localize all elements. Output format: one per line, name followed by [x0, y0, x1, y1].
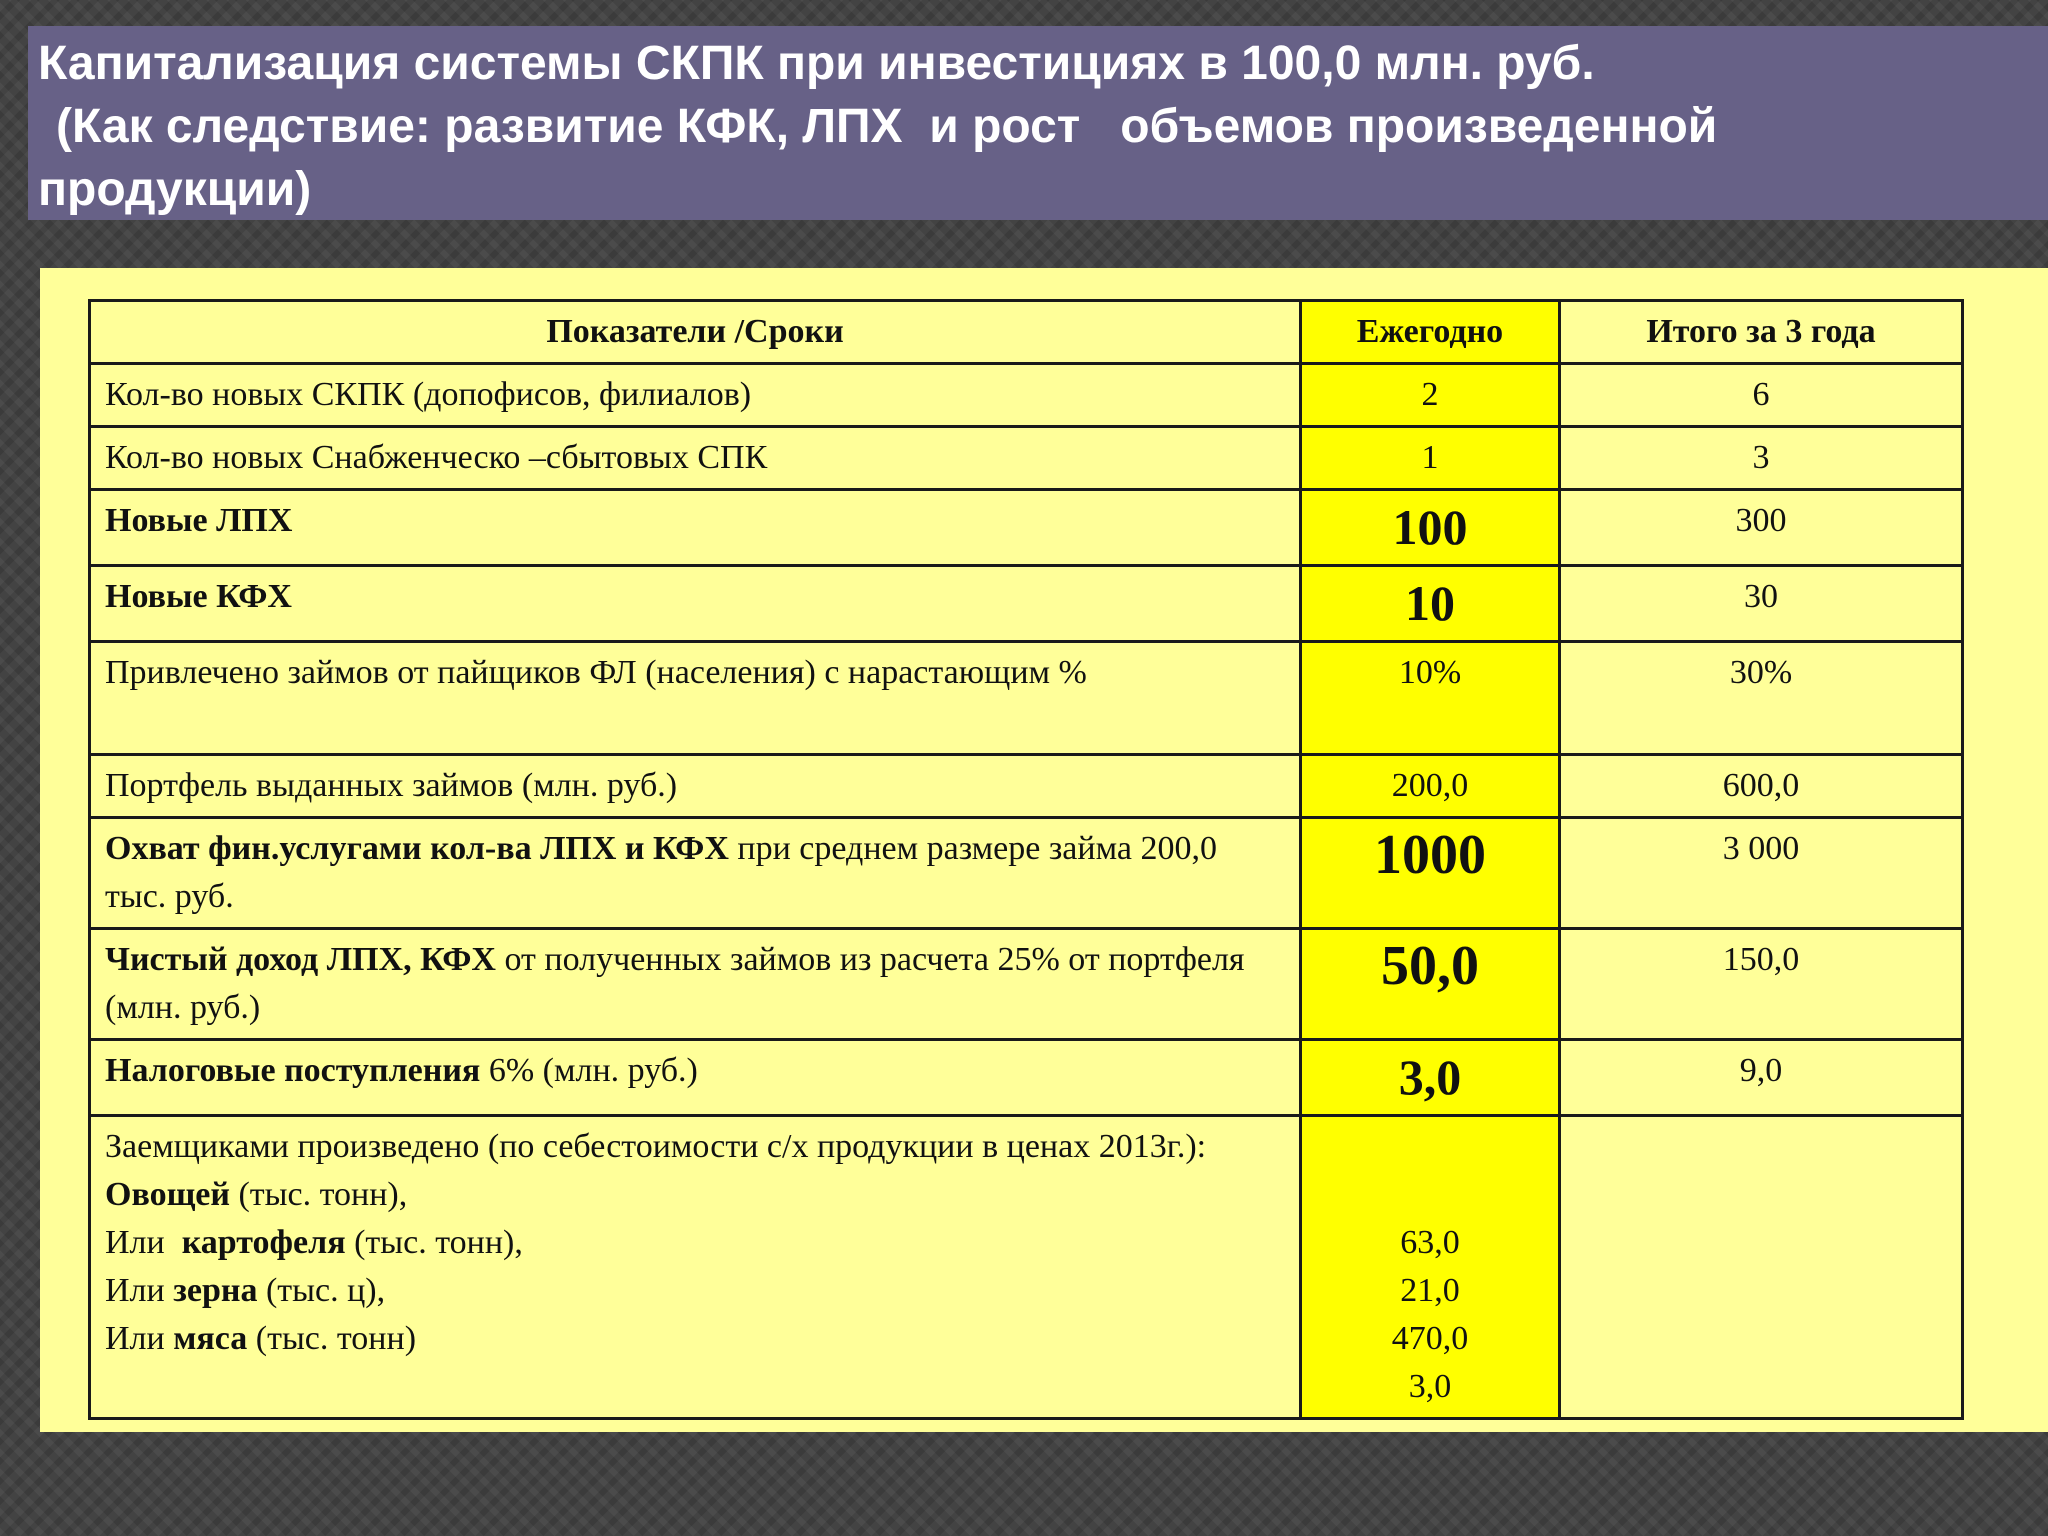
- row-label: Кол-во новых Снабженческо –сбытовых СПК: [90, 427, 1301, 490]
- slide-title: [28, 26, 2048, 220]
- row-total: 600,0: [1560, 755, 1963, 818]
- row-annual: 50,0: [1301, 929, 1560, 1040]
- production-intro: Заемщиками произведено (по себестоимости с/х продукции в ценах 2013г.):: [105, 1128, 1207, 1165]
- row-total: 30%: [1560, 642, 1963, 755]
- table-row: [90, 364, 1963, 427]
- row-total: 9,0: [1560, 1040, 1963, 1116]
- row-annual: 3,0: [1301, 1040, 1560, 1116]
- row-label: Чистый доход ЛПХ, КФХ от полученных займов из расчета 25% от портфеля (млн. руб.): [90, 929, 1301, 1040]
- table-header-row: [90, 301, 1963, 364]
- production-label: [90, 1116, 1301, 1419]
- row-total: 3: [1560, 427, 1963, 490]
- title-line-2: (Как следствие: развитие КФК, ЛПХ и рост объемов произведенной: [56, 100, 1718, 153]
- production-value: 3,0: [1408, 1368, 1452, 1405]
- title-line-1: Капитализация системы СКПК при инвестициях в 100,0 млн. руб.: [38, 37, 1595, 90]
- table-row: [90, 642, 1963, 755]
- table-row: [90, 1040, 1963, 1116]
- production-item: Или картофеля (тыс. тонн),: [105, 1224, 523, 1261]
- header-indicators: Показатели /Сроки: [90, 301, 1301, 364]
- row-label: Кол-во новых СКПК (допофисов, филиалов): [90, 364, 1301, 427]
- row-annual: 2: [1301, 364, 1560, 427]
- production-item: Или зерна (тыс. ц),: [105, 1272, 386, 1309]
- production-row: [90, 1116, 1963, 1419]
- production-value: 470,0: [1391, 1320, 1469, 1357]
- table-row: [90, 566, 1963, 642]
- capitalization-table: [88, 299, 1964, 1420]
- row-label: Привлечено займов от пайщиков ФЛ (населения) с нарастающим %: [90, 642, 1301, 755]
- production-item: Овощей (тыс. тонн),: [105, 1176, 408, 1213]
- row-annual: 10: [1301, 566, 1560, 642]
- row-label: Охват фин.услугами кол-ва ЛПХ и КФХ при среднем размере займа 200,0 тыс. руб.: [90, 818, 1301, 929]
- production-total: [1560, 1116, 1963, 1419]
- table-row: [90, 818, 1963, 929]
- row-annual: 1: [1301, 427, 1560, 490]
- production-value: 63,0: [1400, 1224, 1460, 1261]
- table-row: [90, 427, 1963, 490]
- row-label: Новые ЛПХ: [90, 490, 1301, 566]
- production-annual: [1301, 1116, 1560, 1419]
- row-total: 300: [1560, 490, 1963, 566]
- production-value: 21,0: [1400, 1272, 1460, 1309]
- row-label: Налоговые поступления 6% (млн. руб.): [90, 1040, 1301, 1116]
- header-total: Итого за 3 года: [1560, 301, 1963, 364]
- row-label: Портфель выданных займов (млн. руб.): [90, 755, 1301, 818]
- production-item: Или мяса (тыс. тонн): [105, 1320, 417, 1357]
- table-row: [90, 929, 1963, 1040]
- title-line-3: продукции): [38, 163, 312, 216]
- row-total: 150,0: [1560, 929, 1963, 1040]
- header-annual: Ежегодно: [1301, 301, 1560, 364]
- row-total: 30: [1560, 566, 1963, 642]
- row-total: 6: [1560, 364, 1963, 427]
- row-annual: 100: [1301, 490, 1560, 566]
- row-total: 3 000: [1560, 818, 1963, 929]
- row-annual: 1000: [1301, 818, 1560, 929]
- row-label: Новые КФХ: [90, 566, 1301, 642]
- row-annual: 10%: [1301, 642, 1560, 755]
- table-row: [90, 490, 1963, 566]
- table-row: [90, 755, 1963, 818]
- row-annual: 200,0: [1301, 755, 1560, 818]
